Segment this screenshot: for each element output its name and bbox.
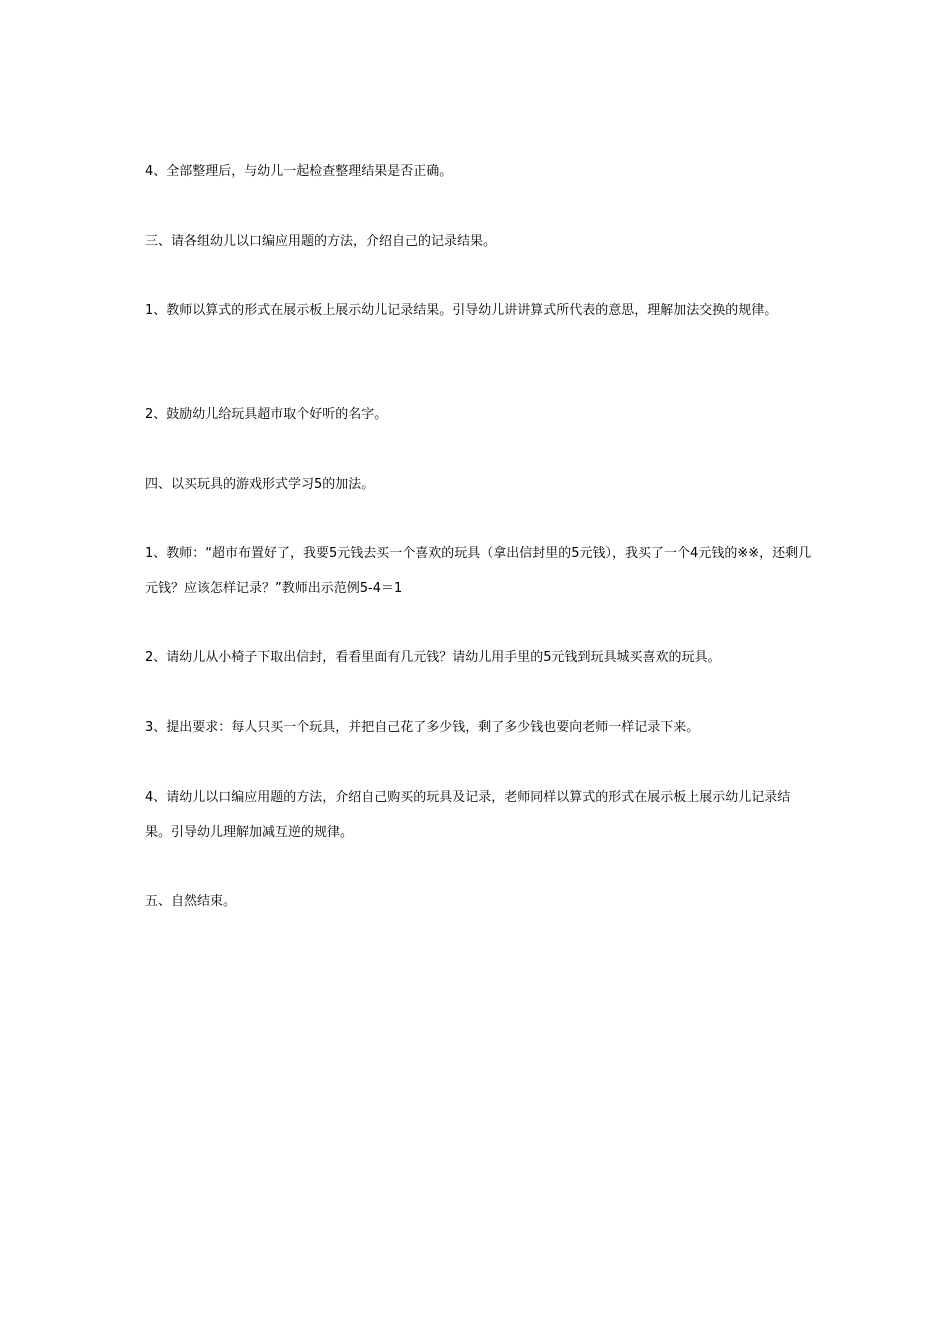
- heading-section-five: 五、自然结束。: [145, 894, 237, 909]
- paragraph-name-supermarket: 2、鼓励幼儿给玩具超市取个好听的名字。: [145, 407, 388, 422]
- heading-section-four: 四、以买玩具的游戏形式学习5的加法。: [145, 477, 375, 492]
- paragraph-teacher-example: 1、教师：“超市布置好了，我要5元钱去买一个喜欢的玩具（拿出信封里的5元钱），我买了一个4元钱的※※，还剩几元钱？应该怎样记录？”教师出示范例5-4＝1: [145, 546, 812, 596]
- heading-section-three: 三、请各组幼儿以口编应用题的方法，介绍自己的记录结果。: [145, 234, 497, 249]
- paragraph-teacher-display: 1、教师以算式的形式在展示板上展示幼儿记录结果。引导幼儿讲讲算式所代表的意思，理解加法交换的规律。: [145, 303, 778, 318]
- paragraph-step-4-check: 4、全部整理后，与幼儿一起检查整理结果是否正确。: [145, 164, 453, 179]
- paragraph-requirements: 3、提出要求：每人只买一个玩具，并把自己花了多少钱，剩了多少钱也要向老师一样记录下来。: [145, 720, 700, 735]
- paragraph-introduce-purchase: 4、请幼儿以口编应用题的方法，介绍自己购买的玩具及记录，老师同样以算式的形式在展示板上展示幼儿记录结果。引导幼儿理解加减互逆的规律。: [145, 790, 791, 840]
- paragraph-take-envelope: 2、请幼儿从小椅子下取出信封，看看里面有几元钱？请幼儿用手里的5元钱到玩具城买喜欢的玩具。: [145, 650, 721, 665]
